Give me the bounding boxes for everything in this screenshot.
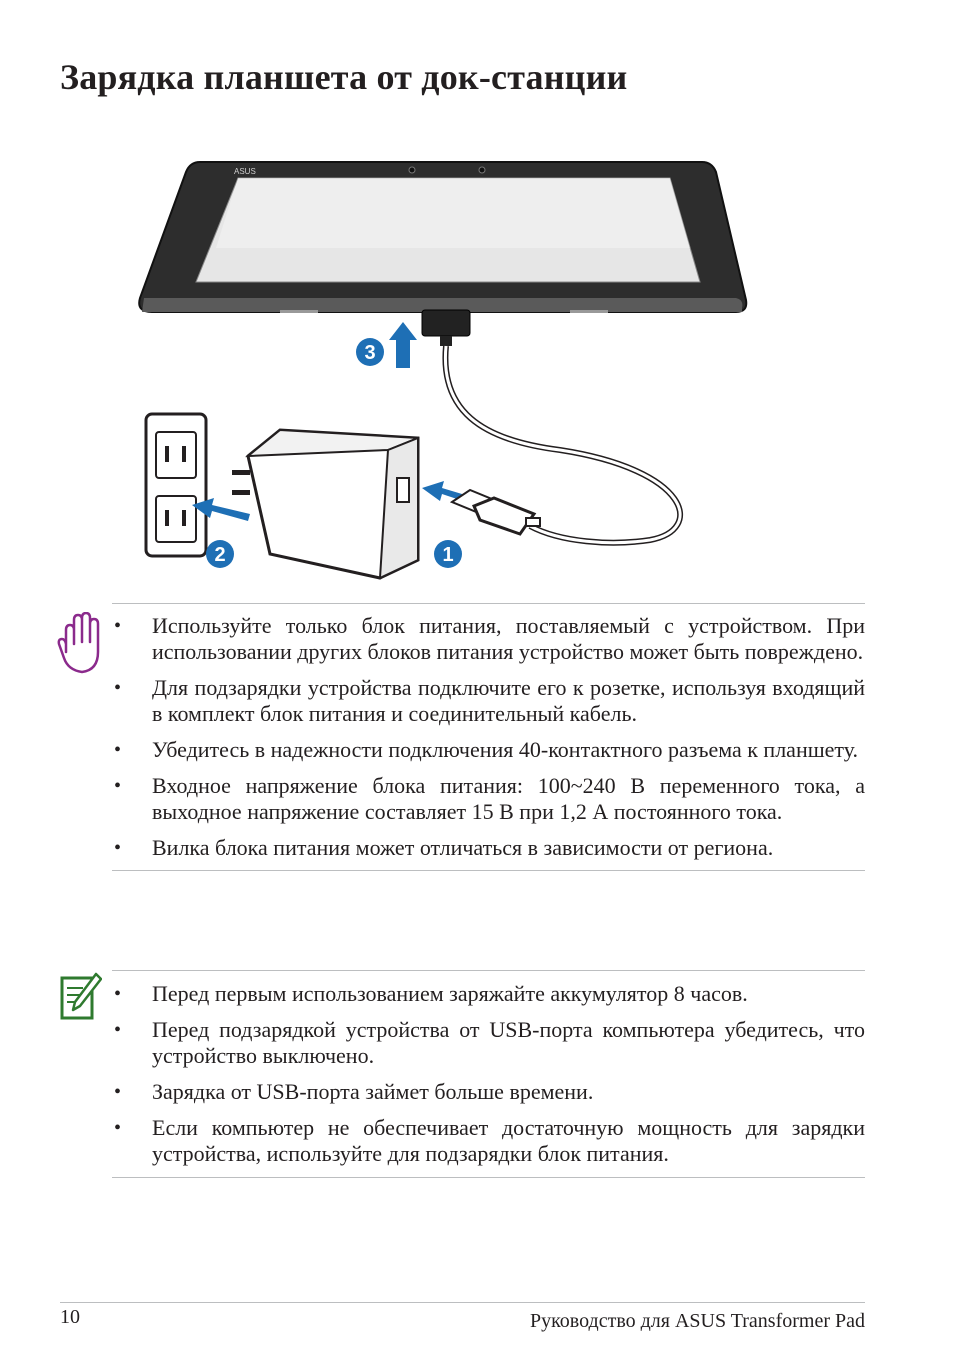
- step-3-arrow: [389, 322, 417, 368]
- usb-plug: [452, 490, 540, 534]
- warning-item: • Входное напряжение блока питания: 100~240 В переменного тока, а выходное напряжение составляет 15 В при 1,2 А постоянного тока.: [112, 773, 865, 825]
- power-adapter: [232, 430, 418, 578]
- page-title: Зарядка планшета от док-станции: [60, 57, 628, 97]
- step-badge-2: [206, 540, 234, 568]
- warning-item: • Используйте только блок питания, поставляемый с устройством. При использовании других блоков питания устройство может быть повреждено.: [112, 613, 865, 665]
- note-bottom-rule: [112, 1177, 865, 1178]
- note-list: [112, 971, 865, 1167]
- footer-rule: [60, 1302, 865, 1303]
- page-number: 10: [60, 1306, 80, 1328]
- warning-item: • Для подзарядки устройства подключите его к розетке, используя входящий в комплект блок питания и соединительный кабель.: [112, 675, 865, 727]
- step-badge-1: [434, 540, 462, 568]
- note-pencil-icon: [58, 972, 102, 1022]
- wall-outlet: [146, 414, 206, 556]
- footer-manual-title: Руководство для ASUS Transformer Pad: [529, 1310, 865, 1332]
- charging-illustration: [130, 150, 760, 590]
- warning-section: [112, 603, 865, 871]
- step-1-arrow: [422, 481, 462, 501]
- warning-item: • Вилка блока питания может отличаться в зависимости от региона.: [112, 835, 865, 861]
- step-label-2: 2: [214, 544, 226, 566]
- warning-bottom-rule: [112, 870, 865, 871]
- hand-stop-icon: [56, 612, 106, 674]
- step-label-1: 1: [442, 544, 454, 566]
- step-label-3: 3: [364, 342, 376, 364]
- warning-item: • Убедитесь в надежности подключения 40-контактного разъема к планшету.: [112, 737, 865, 763]
- note-item: • Если компьютер не обеспечивает достаточную мощность для зарядки устройства, используйте для подзарядки блок питания.: [112, 1115, 865, 1167]
- note-section: [112, 970, 865, 1178]
- note-item: • Перед первым использованием заряжайте аккумулятор 8 часов.: [112, 981, 865, 1007]
- step-badge-3: [356, 338, 384, 366]
- note-item: • Зарядка от USB-порта займет больше времени.: [112, 1079, 865, 1105]
- tablet-illustration: [139, 162, 746, 313]
- tablet-logo: ASUS: [234, 167, 256, 176]
- note-item: • Перед подзарядкой устройства от USB-порта компьютера убедитесь, что устройство выключено.: [112, 1017, 865, 1069]
- dock-connector: [422, 310, 470, 346]
- warning-list: [112, 604, 865, 861]
